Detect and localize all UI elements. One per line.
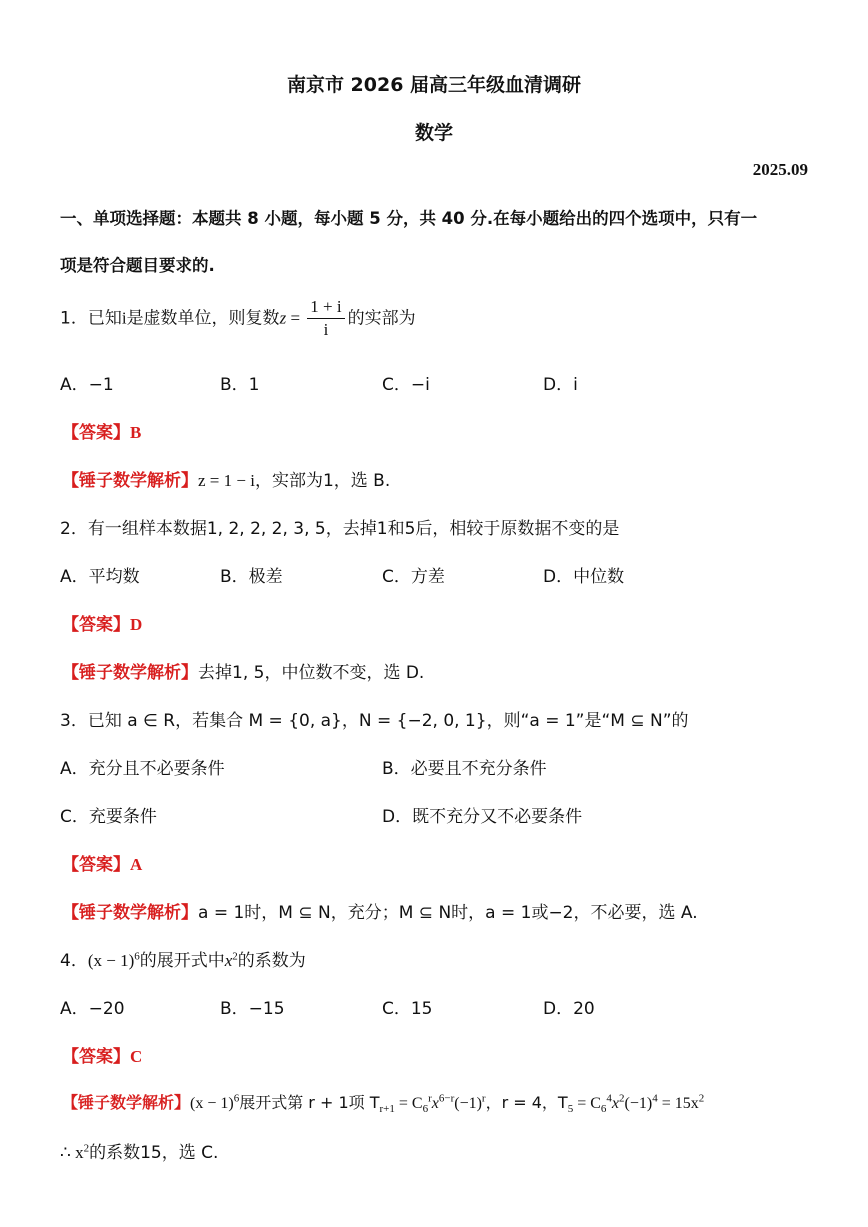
section-heading-line1: 一、单项选择题：本题共 8 小题，每小题 5 分，共 40 分.在每小题给出的四个选项中，只有一 (60, 209, 758, 228)
question-3-option-d: D．既不充分又不必要条件 (382, 807, 583, 827)
document-title: 南京市 2026 届高三年级血清调研 (286, 74, 582, 96)
question-2-stem: 2．有一组样本数据1, 2, 2, 2, 3, 5，去掉1和5后，相较于原数据不变的是 (60, 519, 620, 539)
question-4-option-b: B．−15 (220, 999, 285, 1019)
question-4-answer: 【答案】C (62, 1047, 143, 1067)
question-1-answer: 【答案】B (62, 423, 142, 443)
question-2-option-d: D．中位数 (543, 567, 625, 587)
question-2-answer: 【答案】D (62, 615, 143, 635)
question-1-option-d: D．i (543, 375, 578, 395)
question-1-analysis: 【锤子数学解析】z = 1 − i，实部为1，选 B. (62, 471, 391, 491)
question-4-analysis-line2: ∴ $x^2$的系数15，选 C. (60, 1142, 219, 1163)
question-4-option-c: C．15 (382, 999, 433, 1019)
question-3-option-c: C．充要条件 (60, 807, 157, 827)
question-2-option-b: B．极差 (220, 567, 283, 587)
question-2-option-c: C．方差 (382, 567, 445, 587)
question-4-option-a: A．−20 (60, 999, 125, 1019)
question-1-option-c: C．−i (382, 375, 430, 395)
question-3-option-a: A．充分且不必要条件 (60, 759, 225, 779)
question-3-stem: 3．已知 a ∈ R，若集合 M = {0, a}，N = {−2, 0, 1}，则“a = 1”是“M ⊆ N”的 (60, 711, 689, 731)
question-3-analysis: 【锤子数学解析】a = 1时，M ⊆ N，充分；M ⊆ N时，a = 1或−2，不必要，选 A. (62, 903, 698, 923)
question-4-stem: 4．$(x - 1)^6$的展开式中$x^2$的系数为 (60, 950, 306, 971)
section-heading-line2: 项是符合题目要求的. (60, 256, 215, 275)
fraction: $\frac{1 + i}{i}$ (307, 296, 344, 341)
question-1-option-a: A．−1 (60, 375, 114, 395)
question-3-option-b: B．必要且不充分条件 (382, 759, 547, 779)
question-4-analysis: 【锤子数学解析】$(x - 1)^6$展开式第 r + 1项 $T_{r+1} = C_6^rx^{6-r}(-1)^r$，r = 4，$T_5 = C_6^4x^2(-1)^4 = 15x^2$ (62, 1092, 705, 1116)
question-2-option-a: A．平均数 (60, 567, 140, 587)
question-1-stem: 1．已知i是虚数单位，则复数z = $\frac{1 + i}{i}$ 的实部为 (60, 297, 416, 339)
exam-date: 2025.09 (752, 160, 808, 179)
question-3-answer: 【答案】A (62, 855, 143, 875)
subject-title: 数学 (414, 122, 453, 144)
question-2-analysis: 【锤子数学解析】去掉1, 5，中位数不变，选 D. (62, 663, 425, 683)
question-4-option-d: D．20 (543, 999, 595, 1019)
question-1-option-b: B．1 (220, 375, 260, 395)
